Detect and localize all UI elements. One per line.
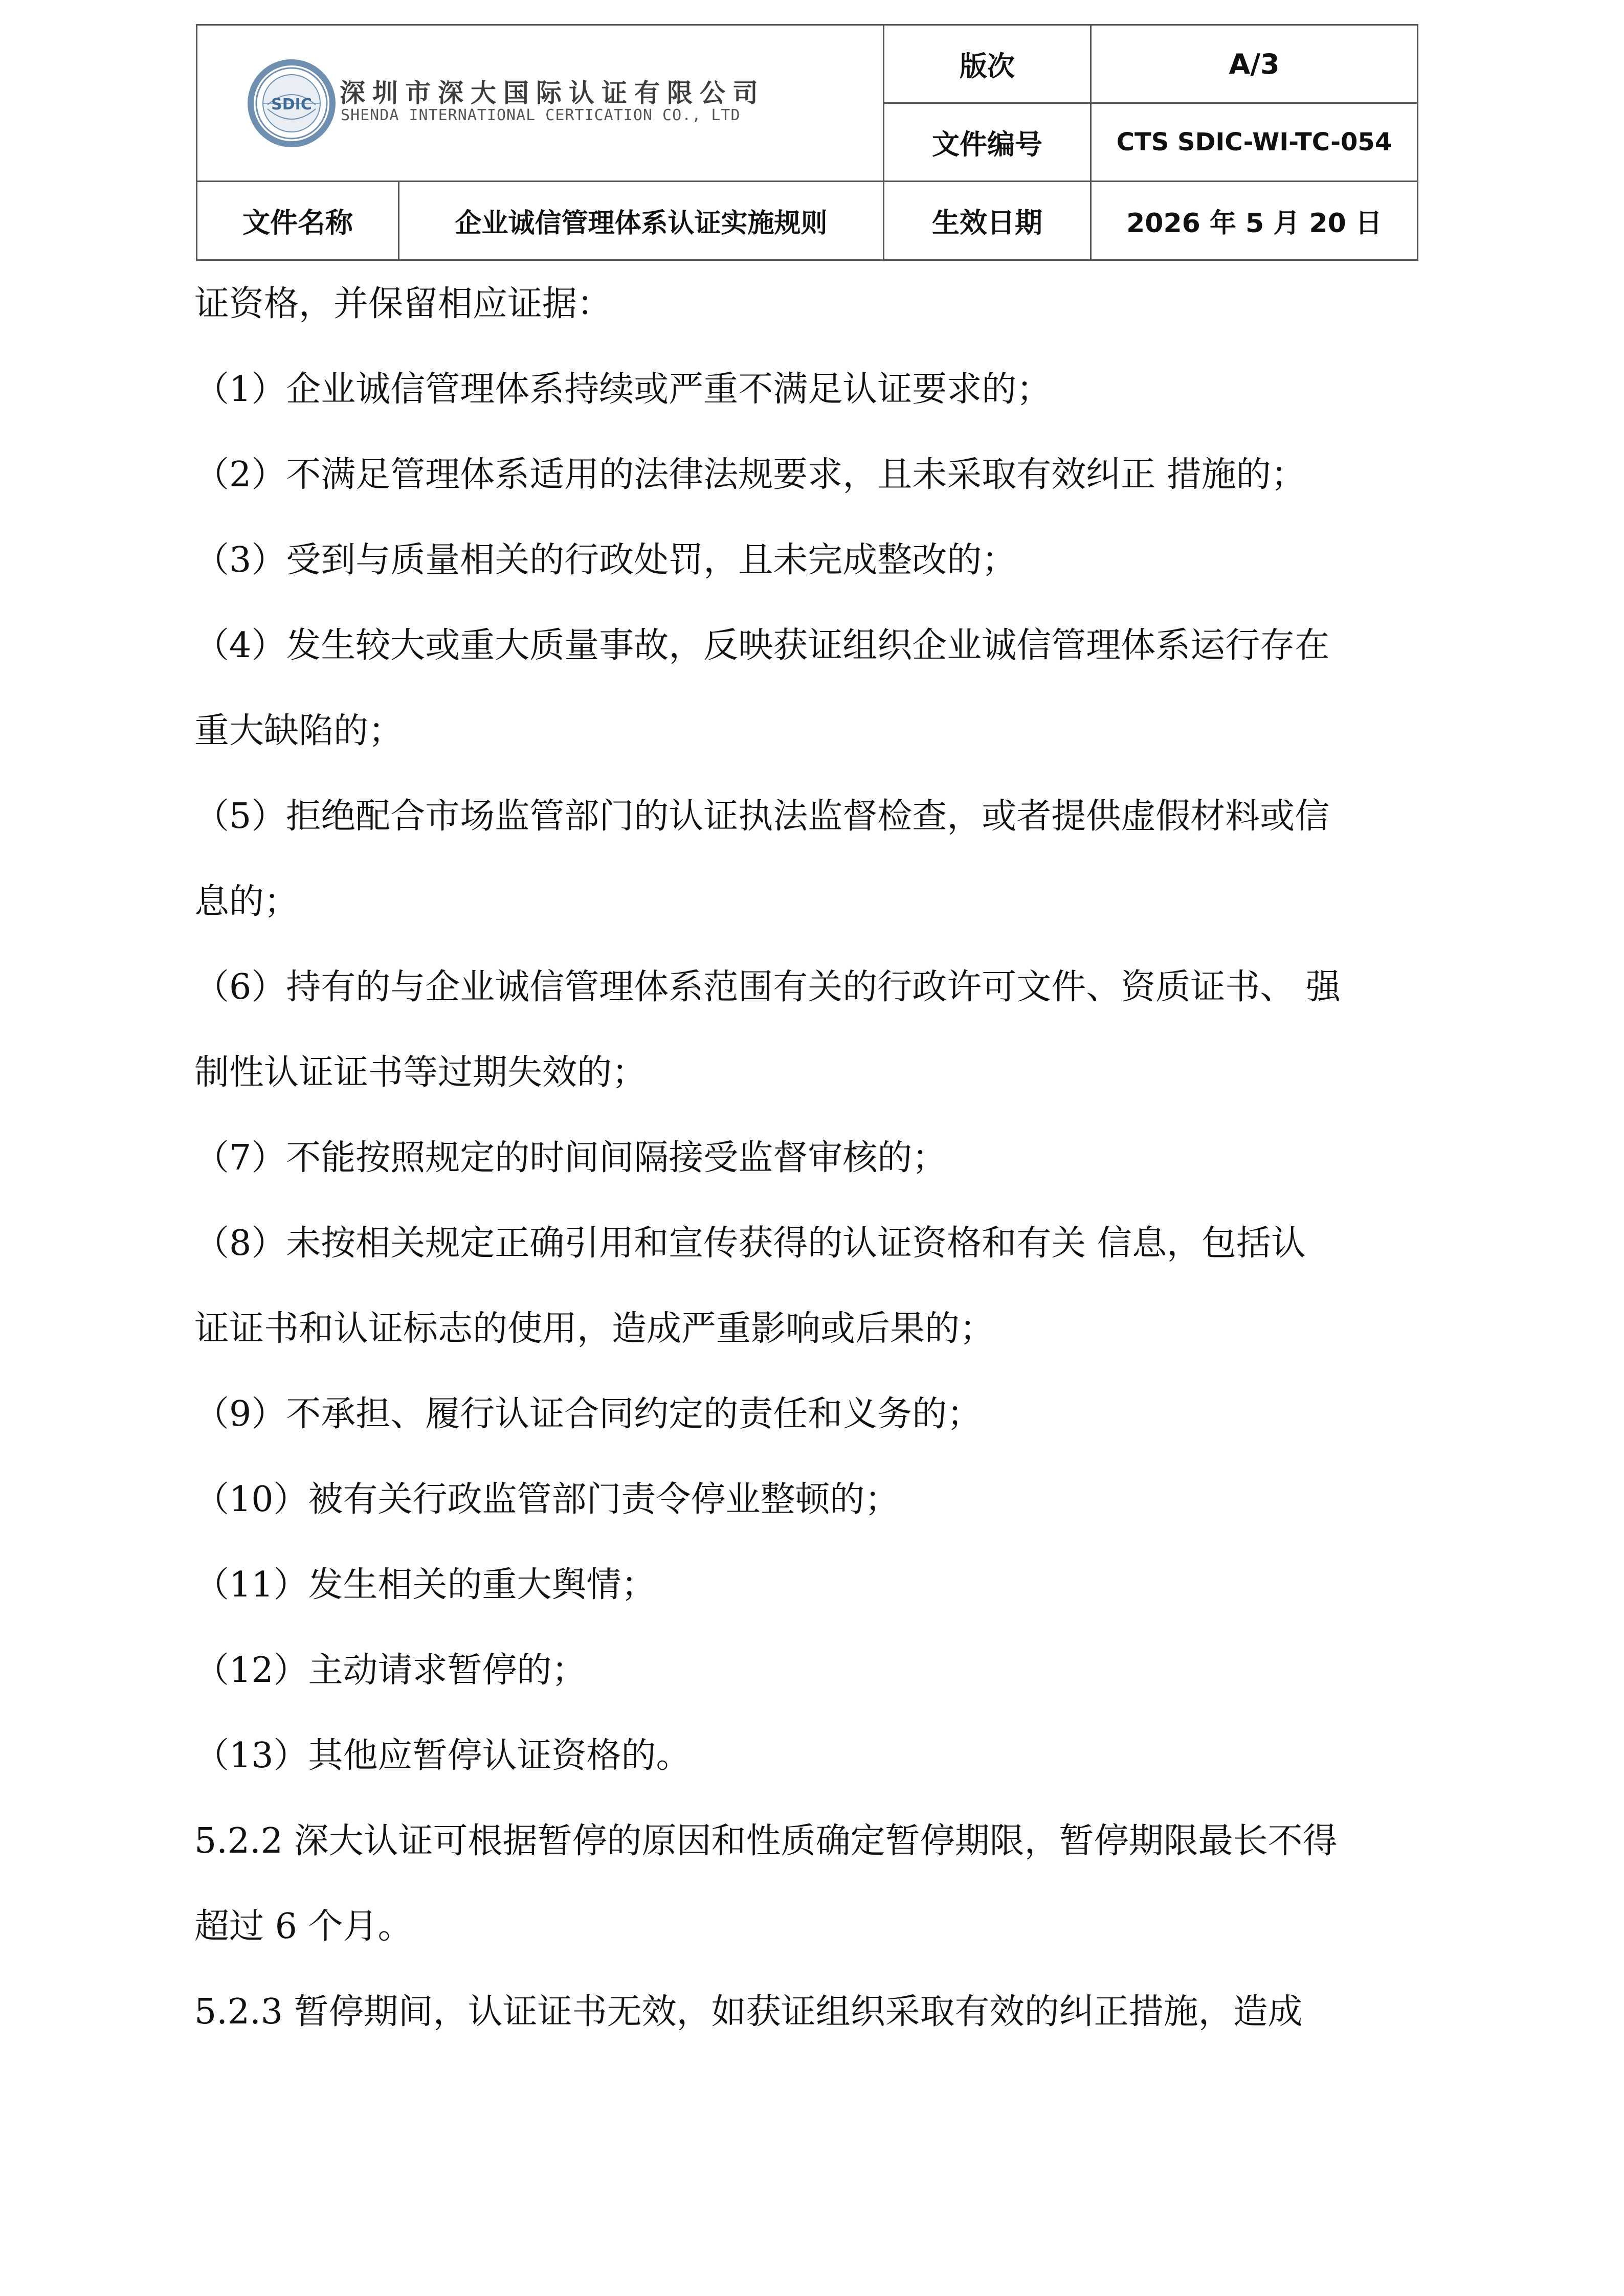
body-line: （12）主动请求暂停的； <box>194 1650 587 1691</box>
body-line: （3）受到与质量相关的行政处罚，且未完成整改的； <box>194 540 1017 580</box>
seal-text: SDIC <box>271 96 312 114</box>
company-logo <box>197 26 883 182</box>
company-name-cn: 深圳市深大国际认证有限公司 <box>340 78 765 108</box>
body-line: 5.2.3 暂停期间，认证证书无效，如获证组织采取有效的纠正措施，造成 <box>194 1992 1303 2032</box>
company-name-en: SHENDA INTERNATIONAL CERTICATION CO., LTD <box>341 106 741 124</box>
body-line: （10）被有关行政监管部门责令停业整顿的； <box>194 1479 900 1520</box>
doc-number-value: CTS SDIC-WI-TC-054 <box>1116 128 1392 156</box>
doc-number-label: 文件编号 <box>932 128 1042 161</box>
doc-name-value: 企业诚信管理体系认证实施规则 <box>455 208 828 239</box>
body-line: （4）发生较大或重大质量事故，反映获证组织企业诚信管理体系运行存在 <box>194 625 1330 666</box>
body-line: （13）其他应暂停认证资格的。 <box>194 1736 691 1776</box>
company-seal-icon <box>246 58 337 149</box>
body-line: （11）发生相关的重大舆情； <box>194 1565 656 1605</box>
body-line: 证证书和认证标志的使用，造成严重影响或后果的； <box>194 1309 995 1349</box>
body-line: 息的； <box>194 882 299 922</box>
version-label: 版次 <box>960 50 1015 82</box>
body-line: 5.2.2 深大认证可根据暂停的原因和性质确定暂停期限，暂停期限最长不得 <box>194 1821 1338 1861</box>
body-line: 制性认证证书等过期失效的； <box>194 1052 647 1093</box>
version-value: A/3 <box>1229 48 1280 80</box>
body-line: （9）不承担、履行认证合同约定的责任和义务的； <box>194 1394 982 1434</box>
effective-date-value: 2026 年 5 月 20 日 <box>1126 208 1382 239</box>
body-line: （2）不满足管理体系适用的法律法规要求，且未采取有效纠正 措施的； <box>194 455 1306 495</box>
body-line: 证资格，并保留相应证据： <box>194 284 612 324</box>
body-line: （5）拒绝配合市场监管部门的认证执法监督检查，或者提供虚假材料或信 <box>194 796 1330 837</box>
body-line: （1）企业诚信管理体系持续或严重不满足认证要求的； <box>194 369 1052 410</box>
body-line: （6）持有的与企业诚信管理体系范围有关的行政许可文件、资质证书、 强 <box>194 967 1341 1007</box>
doc-name-label: 文件名称 <box>242 207 353 239</box>
body-line: 超过 6 个月。 <box>194 1906 413 1947</box>
body-line: （7）不能按照规定的时间间隔接受监督审核的； <box>194 1138 947 1178</box>
document-header-table <box>196 24 1418 261</box>
effective-date-label: 生效日期 <box>932 207 1042 239</box>
body-line: 重大缺陷的； <box>194 711 404 751</box>
body-line: （8）未按相关规定正确引用和宣传获得的认证资格和有关 信息，包括认 <box>194 1223 1306 1264</box>
